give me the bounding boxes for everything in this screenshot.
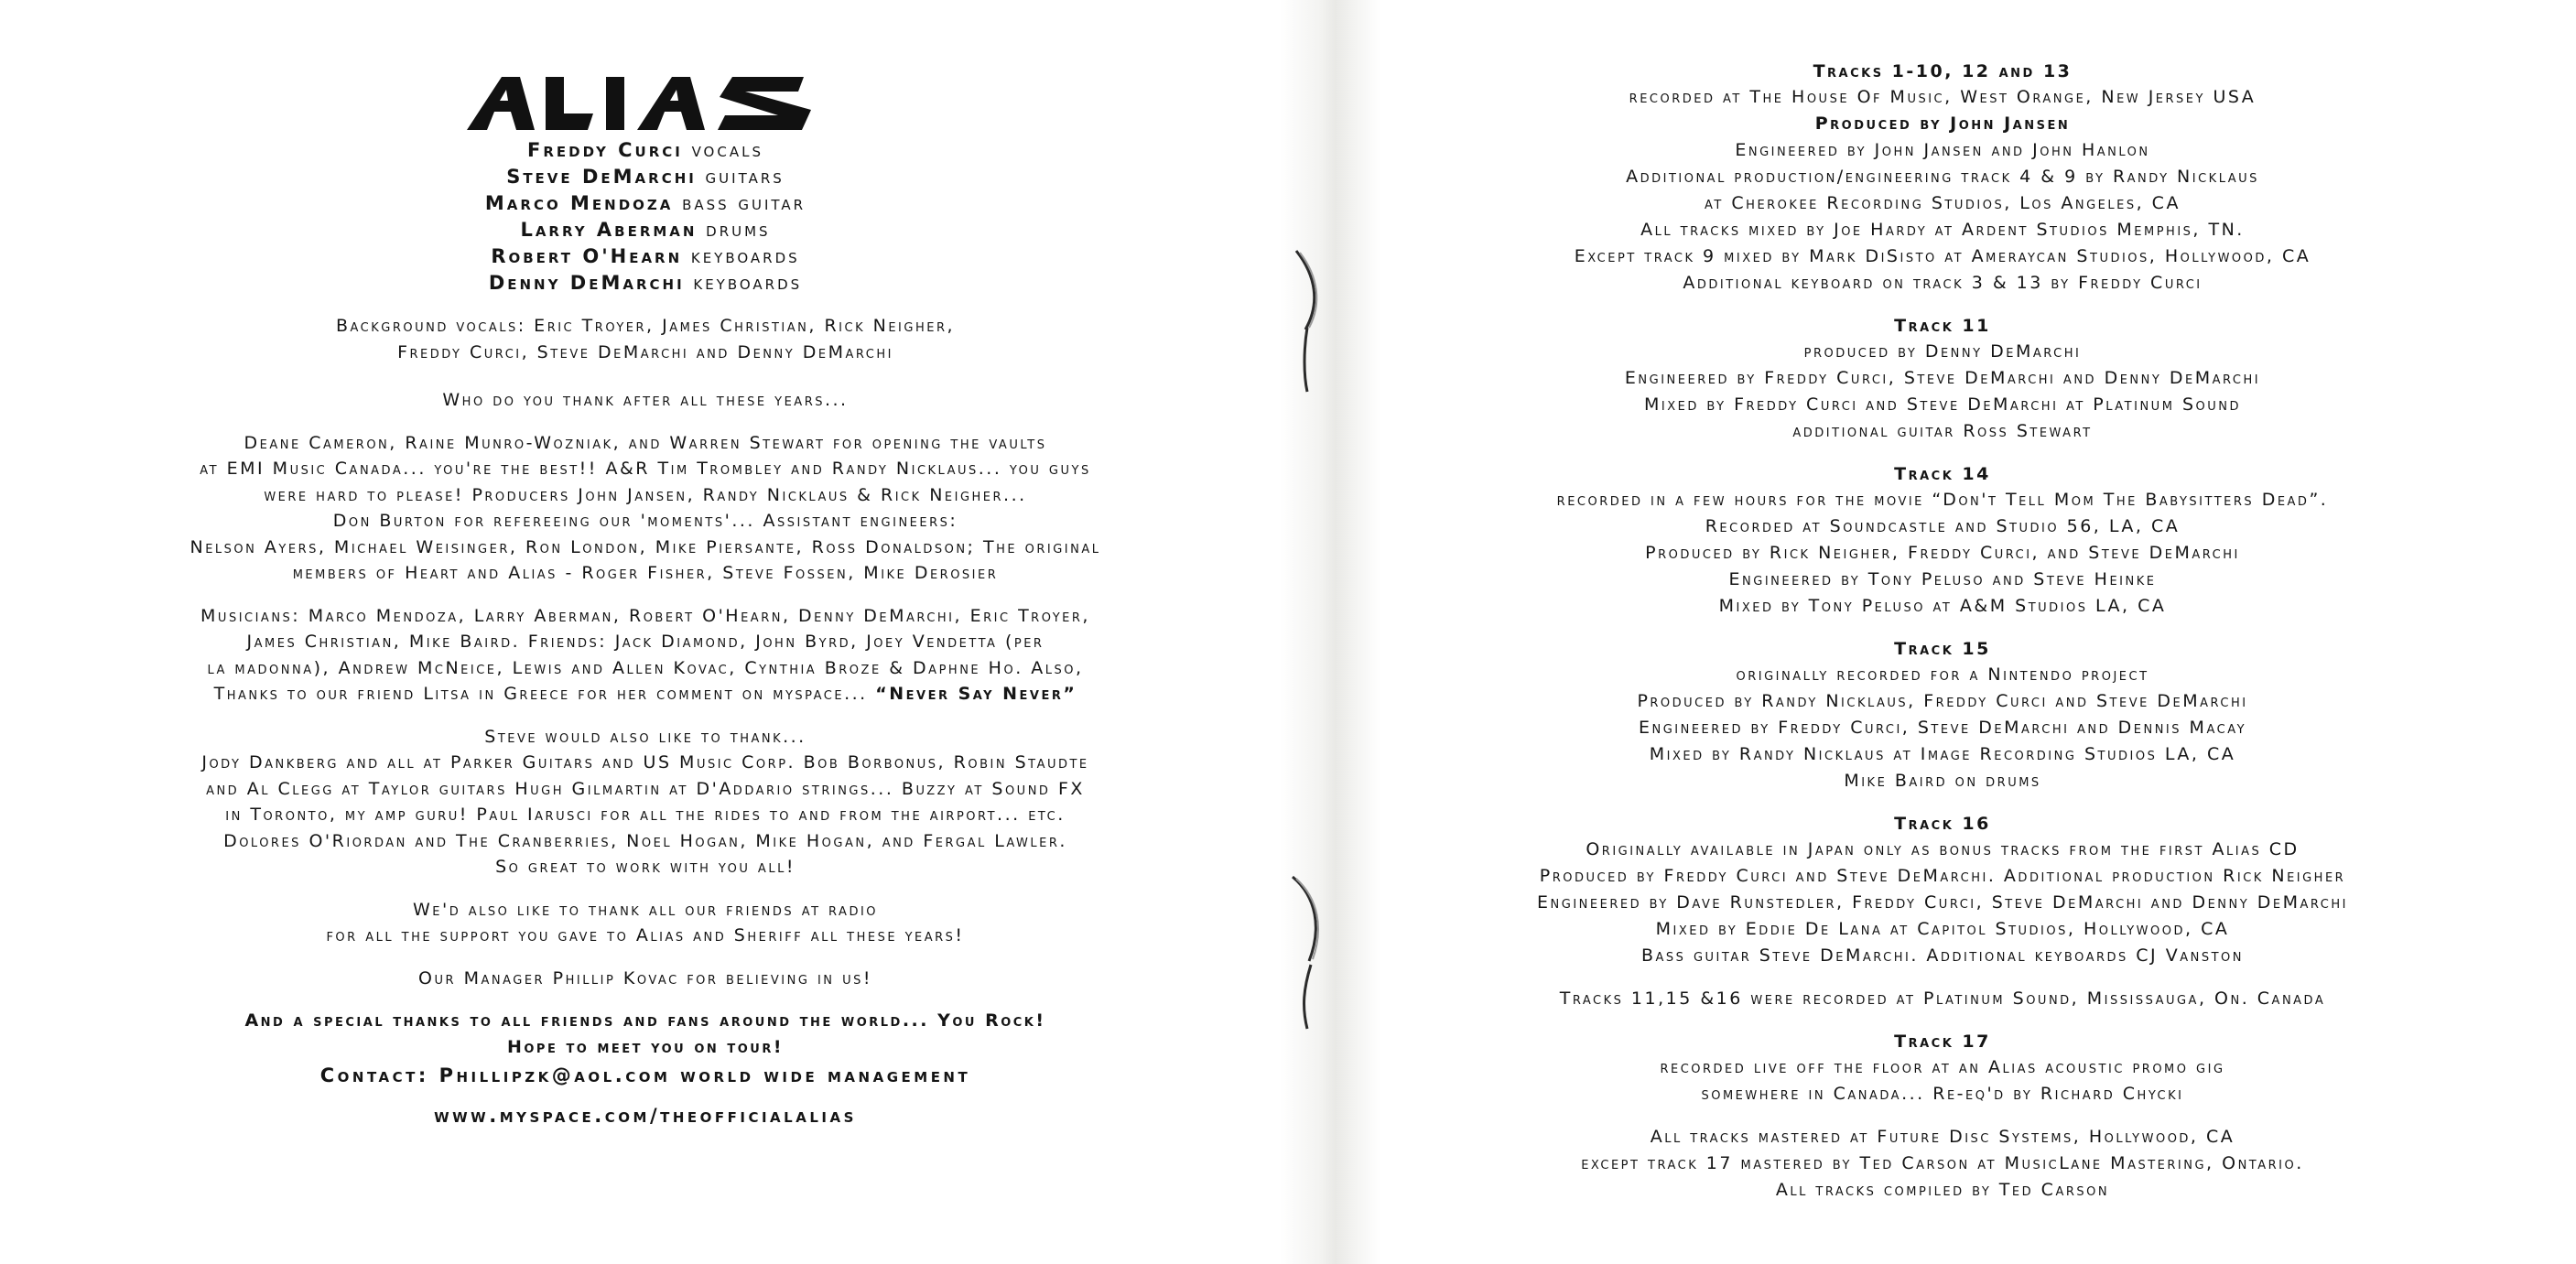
lineup-member: Denny DeMarchi keyboards	[488, 272, 803, 294]
lineup-member: Robert O'Hearn keyboards	[491, 245, 800, 267]
steve-heading: Steve would also like to thank...	[484, 726, 806, 747]
band-lineup	[37, 137, 1254, 297]
credits-block: Track 14 recorded in a few hours for the movie “Don't Tell Mom The Babysitters Dead”. Recorded at Soundcastle and Studio 56, LA, CA Produced by Rick Neigher, Freddy Curci, and Steve DeMarchi Engineered by Tony Peluso and Steve Heinke Mixed by Tony Peluso at A&M Studios LA, CA	[1556, 464, 2329, 616]
manager-line: Our Manager Phillip Kovac for believing in us!	[418, 967, 872, 989]
left-page	[37, 0, 1254, 1264]
thanks-heading: Who do you thank after all these years...	[442, 390, 849, 410]
alias-logo	[467, 75, 824, 132]
staple-bottom	[1280, 870, 1380, 1034]
contact-line: Contact: Phillipzk@aol.com world wide management	[319, 1064, 971, 1086]
background-vocals: Background vocals: Eric Troyer, James Christian, Rick Neigher, Freddy Curci, Steve DeMarchi and Denny DeMarchi	[335, 316, 956, 362]
steve-paragraph: Jody Dankberg and all at Parker Guitars and US Music Corp. Bob Borbonus, Robin Staudte and Al Clegg at Taylor guitars Hugh Gilmartin at D'Addario strings... Buzzy at Sound FX in Toronto, my amp guru! Paul Iarusci for all the rides to and from the airport... etc. Dolores O'Riordan and The Cranberries, Noel Hogan, Mike Hogan, and Fergal Lawler. So great to work with you all!	[201, 752, 1089, 877]
credits-block: Track 17 recorded live off the floor at an Alias acoustic promo gig somewhere in Canada... Re-eq'd by Richard Chycki	[1660, 1032, 2225, 1104]
musicians-paragraph: Musicians: Marco Mendoza, Larry Aberman, Robert O'Hearn, Denny DeMarchi, Eric Troyer, James Christian, Mike Baird. Friends: Jack Diamond, John Byrd, Joey Vendetta (per la madonna), Andrew McNeice, Lewis and Allen Kovac, Cynthia Broze & Daphne Ho. Also, Thanks to our friend Litsa in Greece for her comment on myspace... “Never Say Never”	[200, 605, 1090, 704]
fans-paragraph: And a special thanks to all friends and fans around the world... You Rock! Hope to meet you on tour!	[244, 1010, 1046, 1057]
staple-top	[1280, 240, 1380, 395]
credits-block: Track 11 produced by Denny DeMarchi Engineered by Freddy Curci, Steve DeMarchi and Denny DeMarchi Mixed by Freddy Curci and Steve DeMarchi at Platinum Sound additional guitar Ross Stewart	[1624, 316, 2261, 441]
credits-block: All tracks mastered at Future Disc Systems, Hollywood, CA except track 17 mastered by Ted Carson at MusicLane Mastering, Ontario. All tracks compiled by Ted Carson	[1581, 1127, 2304, 1200]
booklet-gutter	[1280, 0, 1380, 1264]
lineup-member: Steve DeMarchi guitars	[506, 166, 785, 188]
credits-block: Track 16 Originally available in Japan only as bonus tracks from the first Alias CD Produced by Freddy Curci and Steve DeMarchi. Additional production Rick Neigher Engineered by Dave Runstedler, Freddy Curci, Steve DeMarchi and Denny DeMarchi Mixed by Eddie De Lana at Capitol Studios, Hollywood, CA Bass guitar Steve DeMarchi. Additional keyboards CJ Vanston	[1537, 814, 2348, 966]
credits-block: Track 15 originally recorded for a Nintendo project Produced by Randy Nicklaus, Freddy Curci and Steve DeMarchi Engineered by Freddy Curci, Steve DeMarchi and Dennis Macay Mixed by Randy Nicklaus at Image Recording Studios LA, CA Mike Baird on drums	[1637, 639, 2248, 791]
right-page	[1401, 0, 2484, 1264]
credits-block: Tracks 1-10, 12 and 13 recorded at The House Of Music, West Orange, New Jersey USA Produced by John Jansen Engineered by John Jansen and John Hanlon Additional production/engineering track 4 & 9 by Randy Nicklaus at Cherokee Recording Studios, Los Angeles, CA All tracks mixed by Joe Hardy at Ardent Studios Memphis, TN. Except track 9 mixed by Mark DiSisto at Ameraycan Studios, Hollywood, CA Additional keyboard on track 3 & 13 by Freddy Curci	[1574, 61, 2311, 293]
lineup-member: Larry Aberman drums	[520, 219, 771, 241]
lineup-member: Marco Mendoza bass guitar	[484, 192, 806, 214]
radio-paragraph: We'd also like to thank all our friends at radio for all the support you gave to Alias and Sheriff all these years!	[326, 899, 965, 945]
website-link[interactable]: www.myspace.com/theofficialalias	[434, 1105, 857, 1127]
credits-block: Tracks 11,15 &16 were recorded at Platinum Sound, Mississauga, On. Canada	[1559, 989, 2326, 1009]
thanks-paragraph: Deane Cameron, Raine Munro-Wozniak, and Warren Stewart for opening the vaults at EMI Music Canada... you're the best!! A&R Tim Trombley and Randy Nicklaus... you guys were hard to please! Producers John Jansen, Randy Nicklaus & Rick Neigher... Don Burton for refereeing our 'moments'... Assistant engineers: Nelson Ayers, Michael Weisinger, Ron London, Mike Piersante, Ross Donaldson; The original members of Heart and Alias - Roger Fisher, Steve Fossen, Mike Derosier	[189, 432, 1101, 583]
never-say-never: “Never Say Never”	[875, 684, 1077, 704]
lineup-member: Freddy Curci vocals	[527, 139, 763, 161]
